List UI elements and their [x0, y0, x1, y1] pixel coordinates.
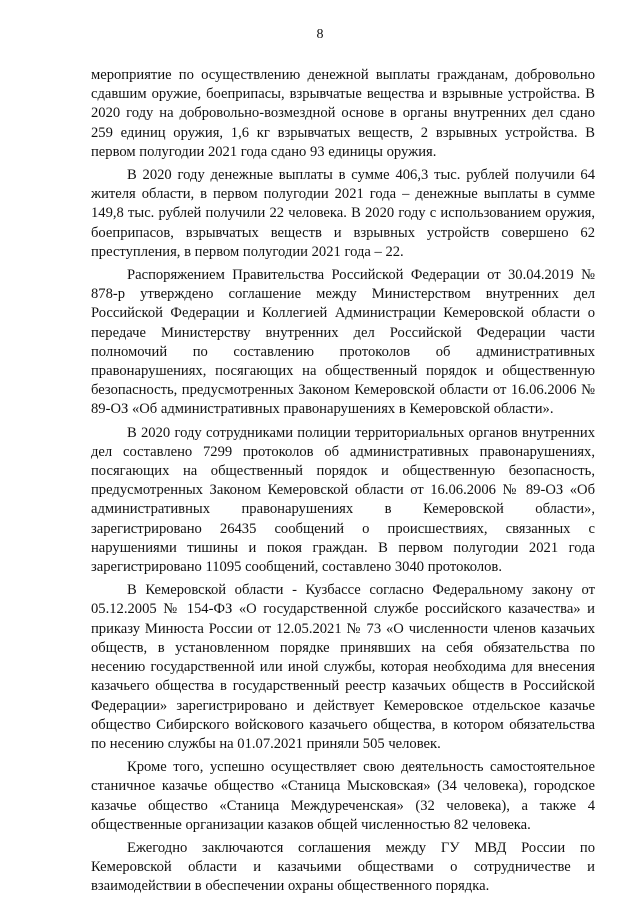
paragraph-cossack-society: В Кемеровской области - Кузбассе согласно Федеральному закону от 05.12.2005 № 154-ФЗ «О государственной службе российского казачества» и приказу Минюста России от 12.05.2021 № 73 «О численности членов казачьих обществ, в установленном порядке принявших на себя обязательства по несению государственной или иной службы, которая необходима для внесения казачьего общества в государственный реестр казачьих обществ в Российской Федерации» зарегистрировано и действует Кемеровское отдельское казачье общество Сибирского войскового казачьего общества, в котором обязательства по несению службы на 01.07.2021 приняли 505 человек. — [91, 582, 595, 752]
paragraph-cash-payments: В 2020 году денежные выплаты в сумме 406,3 тыс. рублей получили 64 жителя области, в первом полугодии 2021 года – денежные выплаты в сумме 149,8 тыс. рублей получили 22 человека. В 2020 году с использованием оружия, боеприпасов, взрывчатых веществ и взрывных устройств совершено 62 преступления, в первом полугодии 2021 года – 22. — [91, 167, 595, 260]
document-body — [91, 66, 595, 901]
paragraph-government-order: Распоряжением Правительства Российской Федерации от 30.04.2019 № 878-р утверждено соглашение между Министерством внутренних дел Российской Федерации и Коллегией Администрации Кемеровской области о передаче Министерству внутренних дел Российской Федерации части полномочий по составлению протоколов об административных правонарушениях, посягающих на общественный порядок и общественную безопасность, предусмотренных Законом Кемеровской области от 16.06.2006 № 89-ОЗ «Об административных правонарушениях в Кемеровской области». — [91, 267, 595, 418]
paragraph-weapons-surrender: мероприятие по осуществлению денежной выплаты гражданам, добровольно сдавшим оружие, боеприпасы, взрывчатые вещества и взрывные устройства. В 2020 году на добровольно-возмездной основе в органы внутренних дел сдано 259 единиц оружия, 1,6 кг взрывчатых веществ, 2 взрывных устройства. В первом полугодии 2021 года сдано 93 единицы оружия. — [91, 67, 595, 160]
paragraph-cossack-organizations: Кроме того, успешно осуществляет свою деятельность самостоятельное станичное казачье общество «Станица Мысковская» (34 человека), городское казачье общество «Станица Междуреченская» (32 человека), а также 4 общественные организации казаков общей численностью 82 человека. — [91, 759, 595, 833]
paragraph-police-protocols: В 2020 году сотрудниками полиции территориальных органов внутренних дел составлено 7299 протоколов об административных правонарушениях, посягающих на общественный порядок и общественную безопасность, предусмотренных Законом Кемеровской области от 16.06.2006 № 89-ОЗ «Об административных правонарушениях в Кемеровской области», зарегистрировано 26435 сообщений о происшествиях, связанных с нарушениями тишины и покоя граждан. В первом полугодии 2021 года зарегистрировано 11095 сообщений, составлено 3040 протоколов. — [91, 424, 595, 576]
paragraph-agreements: Ежегодно заключаются соглашения между ГУ МВД России по Кемеровской области и казачьими обществами о сотрудничестве и взаимодействии в обеспечении охраны общественного порядка. — [91, 839, 595, 895]
page-number: 8 — [316, 27, 324, 42]
